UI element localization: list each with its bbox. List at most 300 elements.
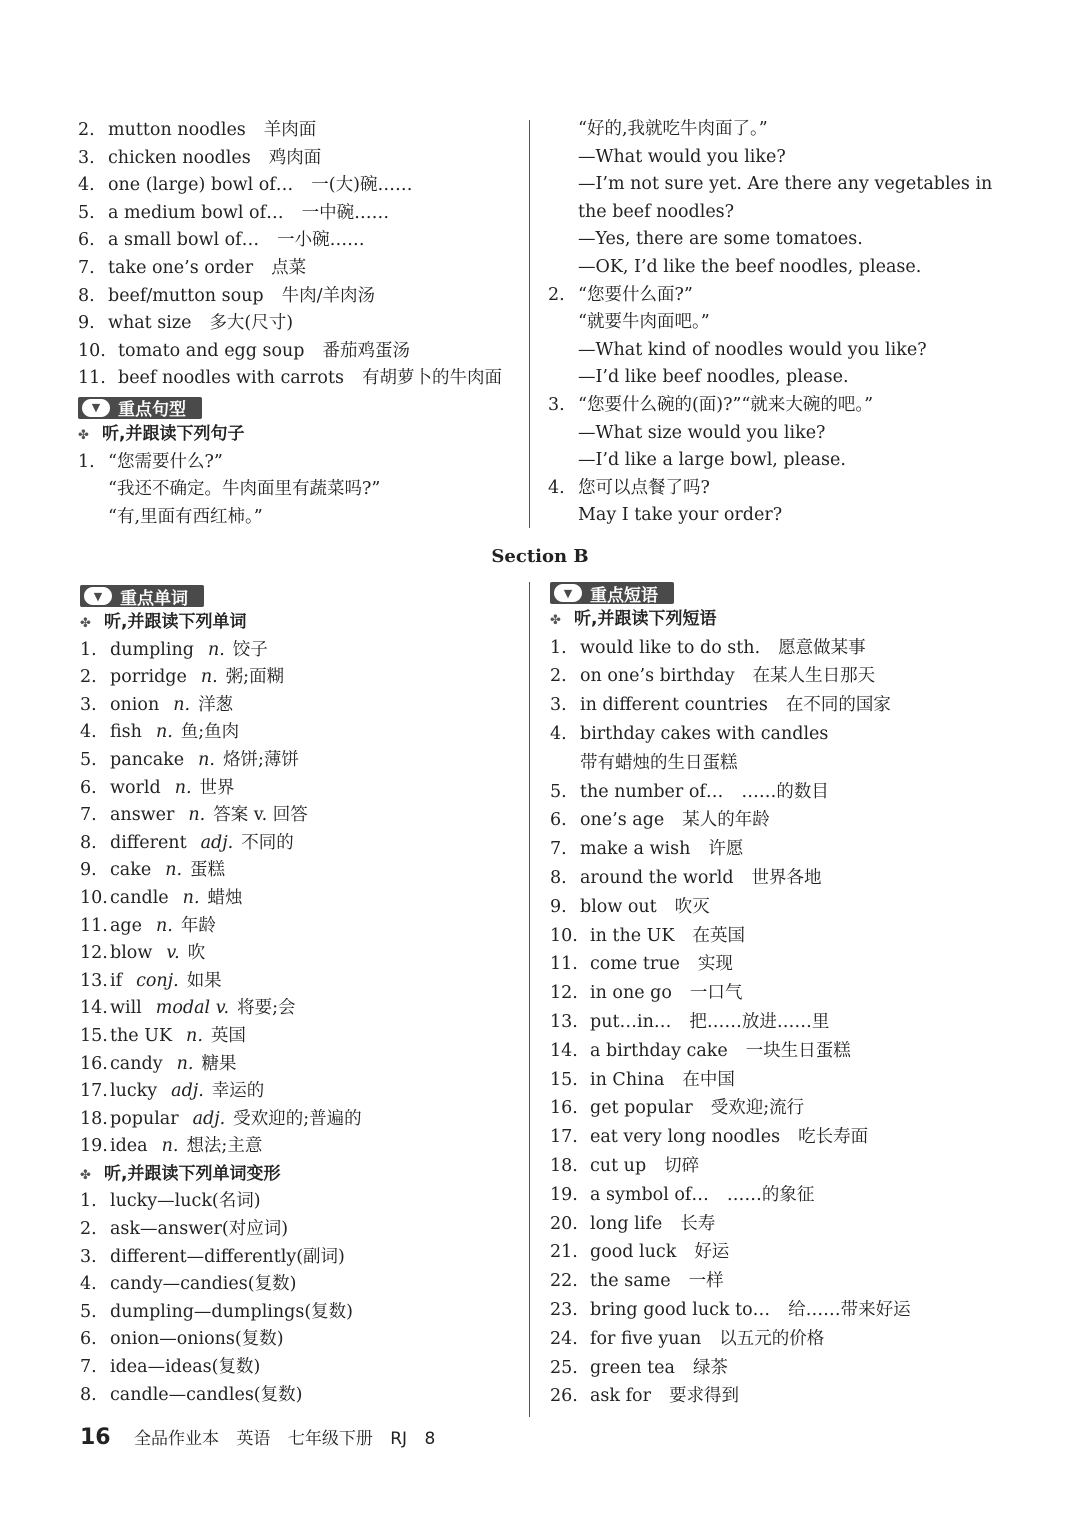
item-number: 20. [550,1213,578,1234]
english-text: in one go [590,983,672,1004]
word-form-item [80,1216,520,1244]
chinese-text: 带有蜡烛的生日蛋糕 [580,752,738,773]
item-number: 13. [550,1011,578,1032]
list-item [78,117,518,145]
word-item [80,857,520,885]
item-number: 9. [78,313,95,334]
headphones-icon: ✤ [550,613,561,628]
sentence-line [548,475,998,503]
english-text: would like to do sth. [580,637,761,658]
english-text: long life [590,1213,663,1234]
headphones-icon: ✤ [80,1167,91,1183]
phrase-list [550,634,1000,1412]
sentence-item-1 [78,449,518,532]
sentence-text: —What size would you like? [578,422,826,443]
chinese-text: 饺子 [232,639,268,660]
sentence-line [548,502,998,530]
phrase-item [550,1008,1000,1037]
english-text: good luck [590,1242,677,1263]
chinese-text: 糖果 [201,1053,237,1074]
chinese-text: 在中国 [682,1069,735,1090]
word-form-text: candy—candies(复数) [110,1274,297,1295]
phrase-item [550,979,1000,1008]
item-number: 2. [80,1219,97,1240]
word-text: idea [110,1136,148,1157]
item-number: 14. [80,998,108,1019]
chinese-text: 一(大)碗…… [311,175,413,196]
chinese-text: 把……放进……里 [689,1011,830,1032]
part-of-speech: adj. [171,1081,204,1102]
part-of-speech: n. [174,777,192,798]
word-item [80,940,520,968]
item-number: 11. [80,915,108,936]
english-text: what size [108,313,192,334]
sentence-text: —OK, I’d like the beef noodles, please. [578,256,922,277]
sentence-line [78,476,518,504]
item-number: 1. [80,639,97,660]
item-number: 14. [550,1040,578,1061]
english-text: bring good luck to… [590,1299,771,1320]
list-item [78,200,518,228]
chinese-text: 将要;会 [237,998,296,1019]
sentence-line [548,144,998,172]
word-text: if [110,970,123,991]
sentence-text: —What would you like? [578,146,786,167]
part-of-speech: modal v. [155,998,230,1019]
item-number: 16. [550,1098,578,1119]
word-form-text: candle—candles(复数) [110,1384,303,1405]
word-text: different [110,832,187,853]
word-item [80,692,520,720]
word-text: answer [110,805,175,826]
chinese-text: 一口气 [689,983,743,1004]
item-number: 10. [80,887,108,908]
chinese-text: 想法;主意 [186,1136,263,1157]
phrase-item [550,1210,1000,1239]
english-text: come true [590,954,680,975]
phrase-item [550,662,1000,691]
chinese-text: ……的象征 [726,1184,815,1205]
english-text: blow out [580,896,657,917]
word-form-item [80,1271,520,1299]
word-item [80,968,520,996]
english-text: green tea [590,1357,675,1378]
phrase-item [550,691,1000,720]
word-form-item [80,1299,520,1327]
chinese-text: 一小碗…… [277,230,365,251]
headphones-icon: ✤ [78,427,89,443]
phrase-item [550,893,1000,922]
banner-label: 重点单词 [120,588,188,609]
part-of-speech: n. [156,915,173,936]
key-phrases-banner [550,582,674,604]
sentence-text: 您可以点餐了吗? [578,477,710,498]
word-forms-list [80,1188,520,1409]
word-item [80,664,520,692]
word-text: onion [110,694,160,715]
word-form-item [80,1326,520,1354]
phrase-item [550,1267,1000,1296]
unit: 8 [424,1429,436,1449]
item-number: 26. [550,1386,578,1407]
chinese-text: 蜡烛 [207,887,243,908]
phrase-item [550,1382,1000,1411]
english-text: eat very long noodles [590,1127,781,1148]
word-item [80,830,520,858]
english-text: one’s age [580,810,665,831]
item-number: 5. [80,749,97,770]
list-item [78,338,518,366]
part-of-speech: n. [173,694,191,715]
item-number: 5. [550,781,567,802]
phrases-instruction: ✤ 听,并跟读下列短语 [550,606,1000,634]
edition: RJ [390,1429,408,1449]
item-number: 4. [80,1274,97,1295]
item-number: 15. [550,1069,578,1090]
chinese-text: 番茄鸡蛋汤 [322,340,411,361]
item-number: 12. [550,983,578,1004]
chinese-text: 切碎 [664,1155,700,1176]
english-text: birthday cakes with candles [580,723,829,744]
word-text: candle [110,887,169,908]
word-item [80,802,520,830]
chinese-text: 某人的年龄 [682,810,770,831]
chinese-text: 牛肉/羊肉汤 [281,285,375,306]
item-number: 8. [80,1384,97,1405]
english-text: chicken noodles [108,147,251,168]
word-text: fish [110,722,142,743]
phrase-item [550,864,1000,893]
grade: 七年级下册 [287,1429,373,1449]
sentence-text: —I’d like beef noodles, please. [578,367,849,388]
chinese-text: 有胡萝卜的牛肉面 [361,368,502,389]
chevron-down-icon: ▼ [84,587,112,605]
column-divider [529,582,530,1417]
subject: 英语 [236,1429,271,1449]
phrase-item [550,1066,1000,1095]
word-text: pancake [110,749,185,770]
sentence-list-b [548,116,998,530]
chinese-text: 如果 [186,970,222,991]
item-number: 2. [548,284,565,305]
sentence-line [548,392,998,420]
item-number: 10. [78,340,106,361]
item-number: 6. [80,777,97,798]
phrase-item [550,806,1000,835]
chinese-text: 世界各地 [751,867,822,888]
chinese-text: 烙饼;薄饼 [222,749,299,770]
sentence-line [548,309,998,337]
item-number: 11. [550,954,578,975]
item-number: 19. [80,1136,108,1157]
banner-label: 重点短语 [590,585,658,606]
word-item [80,913,520,941]
headphones-icon: ✤ [80,616,91,631]
sentence-line [548,116,998,144]
word-item [80,1051,520,1079]
item-number: 5. [80,1301,97,1322]
item-number: 4. [80,722,97,743]
part-of-speech: adj. [192,1108,226,1129]
word-form-item [80,1188,520,1216]
word-form-text: idea—ideas(复数) [110,1357,261,1378]
word-forms-instruction: ✤ 听,并跟读下列单词变形 [80,1161,520,1189]
phrase-item [550,835,1000,864]
word-form-text: onion—onions(复数) [110,1329,284,1350]
item-number: 18. [550,1155,578,1176]
sentence-line [548,420,998,448]
chinese-text: 多大(尺寸) [209,313,294,334]
sentence-text: “您需要什么?” [108,451,223,472]
chinese-text: 羊肉面 [263,120,317,140]
item-number: 2. [78,120,95,140]
word-form-item [80,1354,520,1382]
list-item [78,172,518,200]
sentence-text: —I’d like a large bowl, please. [578,450,846,471]
item-number: 10. [550,925,578,946]
item-number: 3. [80,1246,97,1267]
word-text: cake [110,860,152,881]
item-number: 8. [550,867,567,888]
word-form-item [80,1382,520,1410]
phrase-item [550,634,1000,663]
item-number: 8. [80,832,97,853]
english-text: beef noodles with carrots [118,368,344,389]
english-text: the number of… [580,781,724,802]
word-text: world [110,777,161,798]
phrase-item [550,1325,1000,1354]
phrase-item [550,1123,1000,1152]
chinese-text: 给……带来好运 [788,1299,911,1320]
chinese-text: 好运 [694,1242,730,1263]
item-number: 3. [550,695,567,716]
word-item [80,775,520,803]
part-of-speech: n. [188,805,206,826]
item-number: 2. [550,666,567,687]
page-number: 16 [80,1425,111,1450]
item-number: 17. [550,1127,578,1148]
english-text: in the UK [590,925,675,946]
item-number: 4. [550,723,567,744]
english-text: make a wish [580,839,691,860]
list-item [78,145,518,173]
english-text: mutton noodles [108,120,246,140]
item-number: 2. [80,667,97,688]
sentence-line [548,254,998,282]
column-divider [529,120,530,528]
part-of-speech: n. [176,1053,194,1074]
sentence-line [548,226,998,254]
key-sentences-banner [78,397,202,419]
phrase-item [550,749,1000,778]
chinese-text: 鱼;鱼肉 [180,722,240,743]
word-text: blow [110,943,153,964]
sentence-text: “有,里面有西红柿。” [108,506,263,527]
word-form-text: lucky—luck(名词) [110,1191,261,1212]
english-text: a birthday cake [590,1040,728,1061]
word-form-text: dumpling—dumplings(复数) [110,1301,354,1322]
word-text: popular [110,1108,179,1129]
part-of-speech: n. [155,722,173,743]
key-words-banner [80,585,204,607]
chinese-text: 一块生日蛋糕 [745,1040,851,1061]
chevron-down-icon: ▼ [554,584,582,602]
book-title: 全品作业本 [134,1429,220,1449]
phrase-item [550,1181,1000,1210]
english-text: cut up [590,1155,647,1176]
item-number: 3. [78,147,95,168]
chinese-text: 幸运的 [211,1081,265,1102]
bottom-left-column [80,581,520,1409]
list-item [78,310,518,338]
item-number: 19. [550,1184,578,1205]
chinese-text: 世界 [199,777,235,798]
phrase-item [550,1094,1000,1123]
sentence-text: “好的,我就吃牛肉面了。” [578,119,768,139]
word-item [80,747,520,775]
chinese-text: 蛋糕 [190,860,226,881]
phrase-item [550,950,1000,979]
page-footer [80,1424,447,1450]
chinese-text: 洋葱 [198,694,234,715]
english-text: in different countries [580,695,768,716]
word-item [80,995,520,1023]
item-number: 16. [80,1053,108,1074]
sentence-text: —What kind of noodles would you like? [578,339,927,360]
item-number: 12. [80,943,108,964]
part-of-speech: n. [182,887,200,908]
part-of-speech: v. [166,943,180,964]
english-text: take one’s order [108,257,254,278]
chinese-text: 以五元的价格 [719,1328,825,1349]
phrase-list-a [78,117,518,393]
sentences-instruction: ✤ 听,并跟读下列句子 [78,421,518,449]
chinese-text: 受欢迎;流行 [710,1098,805,1119]
sentence-text: “您要什么碗的(面)?”“就来大碗的吧。” [578,394,874,415]
english-text: one (large) bowl of… [108,175,294,196]
english-text: the same [590,1271,671,1292]
word-text: the UK [110,1025,173,1046]
chinese-text: 在英国 [692,925,745,946]
item-number: 23. [550,1299,578,1320]
item-number: 6. [80,1329,97,1350]
sentence-line [548,282,998,310]
section-title: Section B [491,546,589,567]
english-text: beef/mutton soup [108,285,264,306]
chinese-text: 受欢迎的;普遍的 [233,1108,362,1129]
word-item [80,1078,520,1106]
chinese-text: 在不同的国家 [785,695,891,716]
item-number: 3. [80,694,97,715]
sentence-line [548,337,998,365]
part-of-speech: n. [207,639,225,660]
word-item [80,637,520,665]
words-instruction: ✤ 听,并跟读下列单词 [80,609,520,637]
list-item [78,365,518,393]
list-item [78,227,518,255]
item-number: 7. [78,257,95,278]
chinese-text: 吹灭 [674,896,710,917]
sentence-text: —Yes, there are some tomatoes. [578,229,863,250]
sentence-text: “您要什么面?” [578,284,693,305]
item-number: 5. [78,202,95,223]
english-text: tomato and egg soup [118,340,305,361]
word-form-text: ask—answer(对应词) [110,1219,289,1240]
part-of-speech: n. [198,749,215,770]
sentence-line [78,449,518,477]
english-text: a small bowl of… [108,230,260,251]
part-of-speech: n. [165,860,183,881]
item-number: 22. [550,1271,578,1292]
item-number: 24. [550,1328,578,1349]
sentence-line [548,199,998,227]
word-item [80,885,520,913]
chinese-text: 在某人生日那天 [752,666,876,687]
word-item [80,1133,520,1161]
sentence-line [548,171,998,199]
chinese-text: 许愿 [708,839,744,860]
item-number: 4. [78,175,95,196]
phrase-item [550,1037,1000,1066]
item-number: 1. [550,637,567,658]
english-text: around the world [580,867,734,888]
sentence-text: “我还不确定。牛肉面里有蔬菜吗?” [108,479,381,500]
chinese-text: 绿茶 [692,1357,728,1378]
english-text: put…in… [590,1011,672,1032]
english-text: on one’s birthday [580,666,735,687]
chinese-text: 英国 [210,1025,246,1046]
sentence-line [548,364,998,392]
phrase-item [550,1152,1000,1181]
word-form-item [80,1244,520,1272]
sentence-line [548,447,998,475]
sentence-text: May I take your order? [578,505,783,526]
item-number: 9. [80,860,97,881]
english-text: for five yuan [590,1328,702,1349]
word-text: lucky [110,1081,158,1102]
item-number: 17. [80,1081,108,1102]
part-of-speech: adj. [200,832,234,853]
item-number: 7. [550,839,567,860]
chinese-text: 点菜 [271,257,307,278]
item-number: 25. [550,1357,578,1378]
item-number: 6. [78,230,95,251]
item-number: 4. [548,477,565,498]
phrase-item [550,1296,1000,1325]
item-number: 6. [550,810,567,831]
item-number: 11. [78,368,106,389]
word-text: candy [110,1053,163,1074]
chevron-down-icon: ▼ [82,399,110,417]
english-text: in China [590,1069,665,1090]
part-of-speech: n. [200,667,218,688]
chinese-text: ……的数目 [741,781,829,802]
phrase-item [550,720,1000,749]
item-number: 15. [80,1025,108,1046]
phrase-item [550,1354,1000,1383]
english-text: a medium bowl of… [108,202,284,223]
sentence-line [78,504,518,532]
word-item [80,1106,520,1134]
item-number: 1. [78,451,95,472]
banner-label: 重点句型 [118,400,186,421]
item-number: 3. [548,394,565,415]
top-left-column [78,117,518,531]
word-text: dumpling [110,639,194,660]
item-number: 8. [78,285,95,306]
part-of-speech: n. [186,1025,203,1046]
english-text: a symbol of… [590,1184,709,1205]
